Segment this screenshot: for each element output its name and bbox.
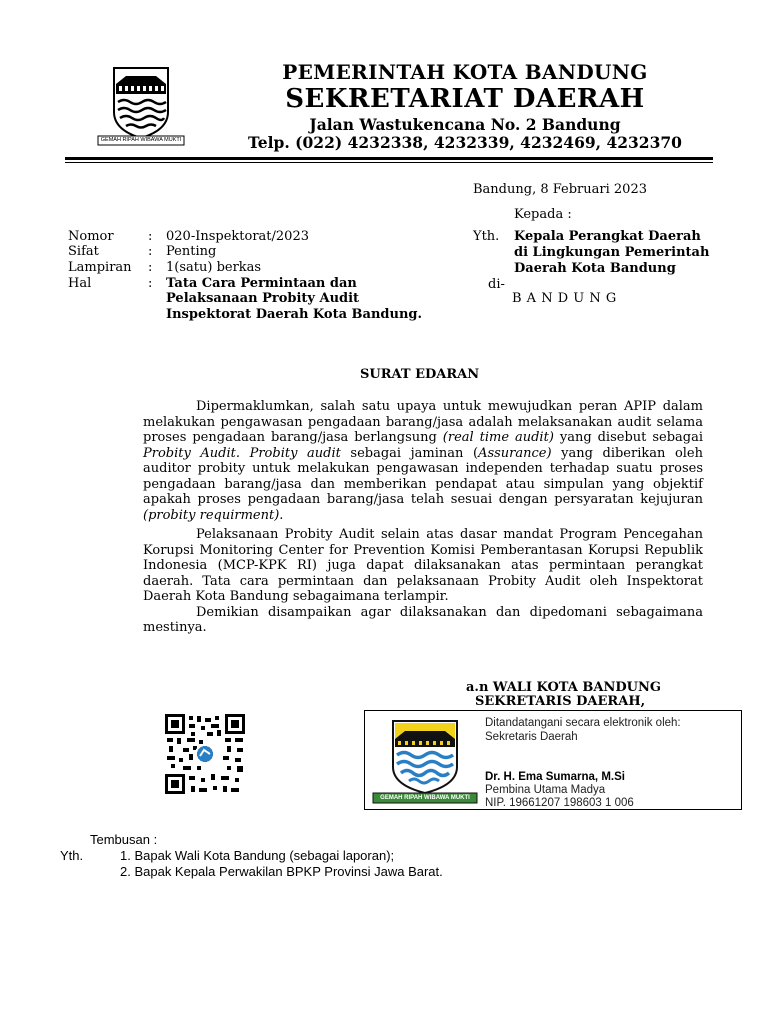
nomor-value: 020-Inspektorat/2023 (166, 229, 309, 244)
letterhead-rule-thick (65, 157, 713, 160)
sifat-label: Sifat (68, 244, 99, 259)
letterhead-phone: Telp. (022) 4232338, 4232339, 4232469, 4232370 (248, 133, 682, 152)
letterhead-government: PEMERINTAH KOTA BANDUNG (282, 60, 648, 84)
recipient-city: B A N D U N G (512, 291, 617, 306)
letterhead-address: Jalan Wastukencana No. 2 Bandung (309, 115, 621, 134)
tembusan-item-2: 2. Bapak Kepala Perwakilan BPKP Provinsi Jawa Barat. (120, 864, 443, 879)
recipient-line3: Daerah Kota Bandung (514, 261, 676, 276)
bandung-crest-icon (96, 60, 186, 150)
paragraph-3: Demikian disampaikan agar dilaksanakan dan dipedomani sebagaimana mestinya. (143, 604, 703, 635)
nomor-label: Nomor (68, 229, 114, 244)
hal-line1: Tata Cara Permintaan dan (166, 276, 357, 291)
paragraph-1: Dipermaklumkan, salah satu upaya untuk mewujudkan peran APIP dalam melakukan pengawasan pengadaan barang/jasa adalah melaksanakan audit selama proses pengadaan barang/jasa berlangsung (real time audit) yang disebut sebagai Probity Audit. Probity audit sebagai jaminan (Assurance) yang diberikan oleh auditor probity untuk melakukan pengawasan independen terhadap suatu proses pengadaan barang/jasa dan memberikan pendapat atau simpulan yang objektif apakah proses pengadaan barang/jasa telah sesuai dengan persyaratan kejujuran (probity requirment). (143, 399, 703, 523)
recipient-line1: Kepala Perangkat Daerah (514, 229, 701, 244)
tembusan-label: Tembusan : (90, 832, 158, 847)
paragraph-2: Pelaksanaan Probity Audit selain atas dasar mandat Program Pencegahan Korupsi Monitoring Center for Prevention Komisi Pemberantasan Korupsi Republik Indonesia (MCP-KPK RI) juga dapat dilaksanakan atas permintaan perangkat daerah. Tata cara permintaan dan pelaksanaan Probity Audit oleh Inspektorat Daerah Kota Bandung sebagaimana terlampir. (143, 527, 703, 604)
letter-body (143, 399, 703, 636)
tembusan-yth: Yth. (60, 848, 84, 863)
signer-nip: NIP. 19661207 198603 1 006 (485, 797, 634, 809)
recipient-line2: di Lingkungan Pemerintah (514, 245, 710, 260)
bandung-crest-color-icon (371, 717, 479, 805)
esign-line2: Sekretaris Daerah (485, 731, 578, 743)
lampiran-colon: : (148, 260, 153, 275)
hal-colon: : (148, 276, 153, 291)
letterhead-office: SEKRETARIAT DAERAH (285, 84, 645, 114)
recipient-kepada: Kepada : (514, 207, 572, 222)
hal-line3: Inspektorat Daerah Kota Bandung. (166, 307, 423, 322)
electronic-signature-box (364, 710, 742, 810)
signer-rank: Pembina Utama Madya (485, 784, 606, 796)
signer-name: Dr. H. Ema Sumarna, M.Si (485, 771, 625, 783)
sifat-value: Penting (166, 244, 217, 259)
qr-code-icon (165, 714, 245, 794)
esign-line1: Ditandatangani secara elektronik oleh: (485, 717, 681, 729)
lampiran-value: 1(satu) berkas (166, 260, 262, 275)
tembusan (60, 832, 443, 880)
document-title: SURAT EDARAN (360, 367, 480, 382)
tembusan-item-1: 1. Bapak Wali Kota Bandung (sebagai laporan); (120, 848, 395, 863)
sifat-colon: : (148, 244, 153, 259)
recipient-yth: Yth. (473, 229, 500, 244)
hal-line2: Pelaksanaan Probity Audit (166, 291, 360, 306)
nomor-colon: : (148, 229, 153, 244)
recipient-di: di- (488, 277, 505, 292)
letterhead-rule-thin (65, 162, 713, 163)
place-date: Bandung, 8 Februari 2023 (473, 182, 647, 197)
lampiran-label: Lampiran (68, 260, 132, 275)
signature-an: a.n WALI KOTA BANDUNG (466, 680, 661, 695)
signature-logo-motto: GEMAH RIPAH WIBAWA MUKTI (380, 795, 470, 801)
logo-motto: GEMAH RIPAH WIBAWA MUKTI (100, 137, 182, 143)
signature-role: SEKRETARIS DAERAH, (475, 694, 646, 709)
hal-label: Hal (68, 276, 92, 291)
